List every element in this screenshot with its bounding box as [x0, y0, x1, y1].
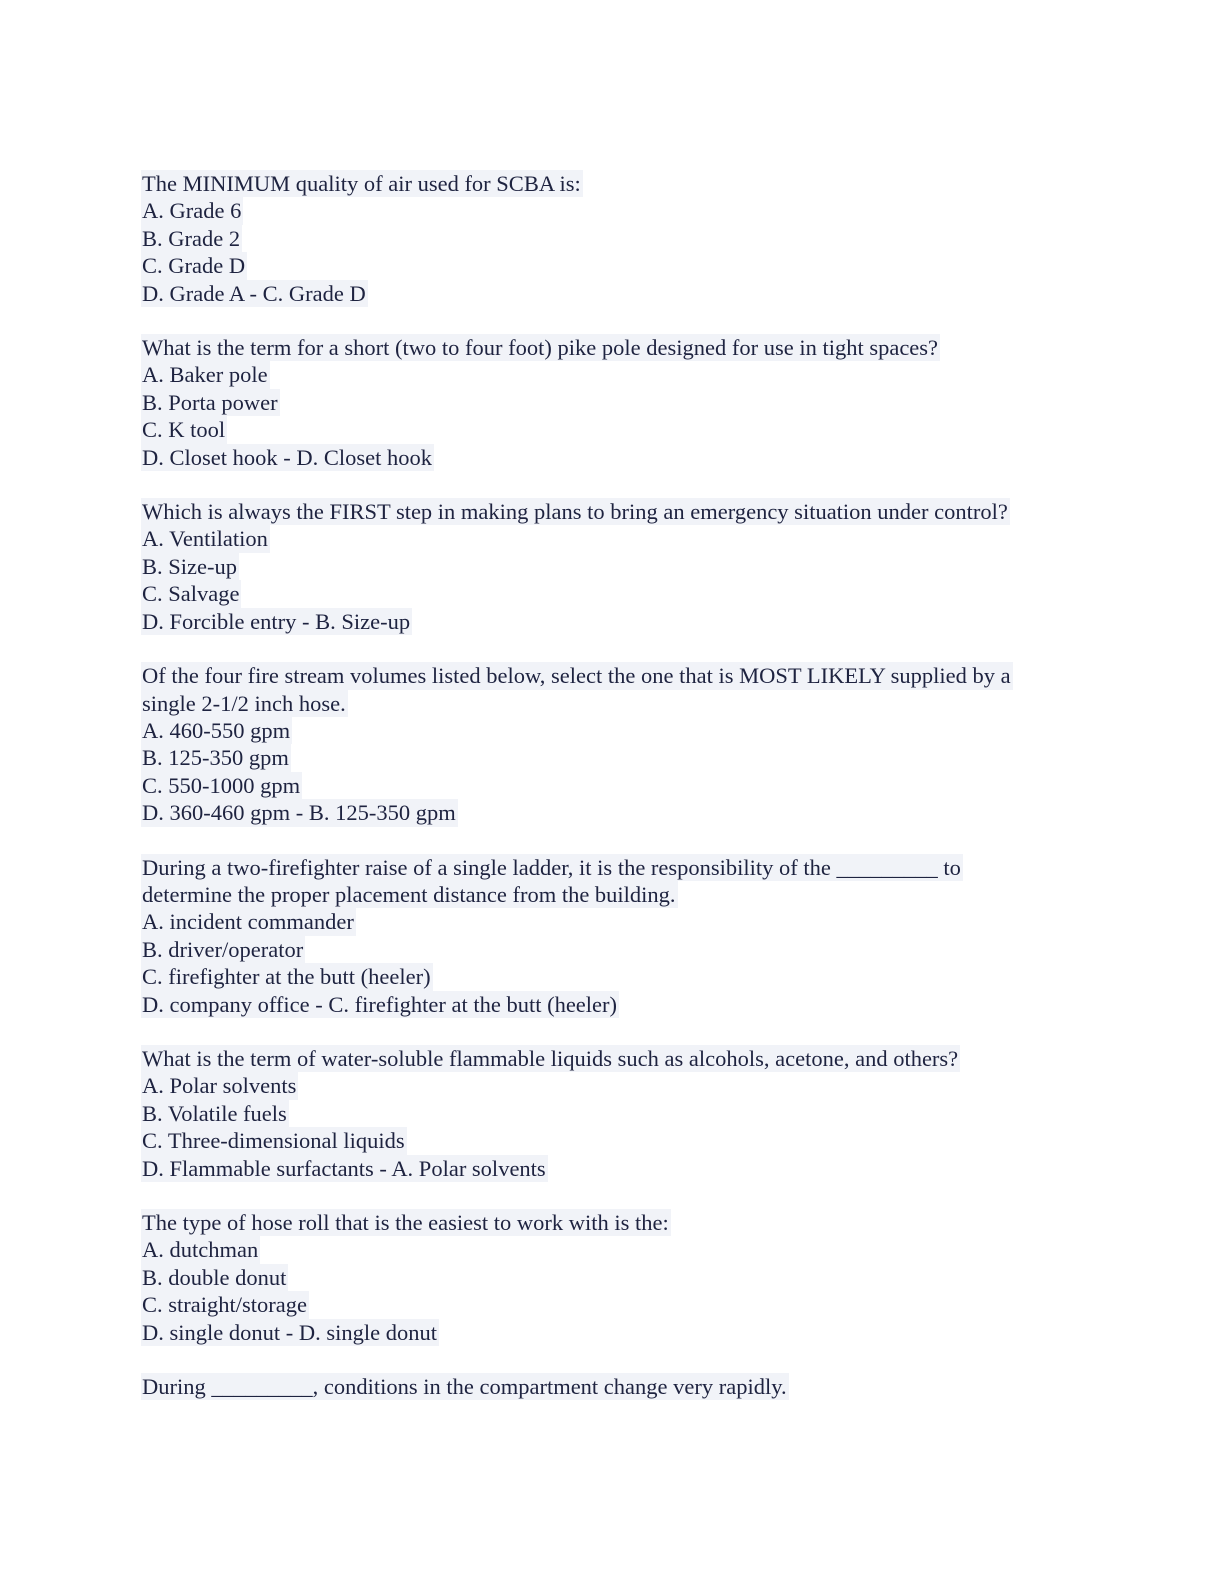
question-stem: What is the term of water-soluble flammable liquids such as alcohols, acetone, and others?	[142, 1045, 959, 1071]
answer-option-b: B. Size-up	[142, 553, 237, 579]
answer-option-a: A. Baker pole	[142, 362, 268, 388]
answer-option-b: B. double donut	[142, 1264, 287, 1290]
answer-option-d-with-answer: D. Closet hook - D. Closet hook	[142, 444, 432, 470]
answer-option-d-with-answer: D. company office - C. firefighter at the butt (heeler)	[142, 991, 618, 1017]
question-1	[142, 170, 1102, 307]
question-7	[142, 1209, 1102, 1346]
answer-option-c: C. K tool	[142, 417, 226, 443]
answer-option-a: A. Polar solvents	[142, 1073, 297, 1099]
answer-option-c: C. Grade D	[142, 253, 246, 279]
answer-option-d-with-answer: D. Flammable surfactants - A. Polar solvents	[142, 1155, 546, 1181]
answer-option-a: A. Ventilation	[142, 526, 268, 552]
answer-option-b: B. driver/operator	[142, 936, 304, 962]
answer-option-d-with-answer: D. Forcible entry - B. Size-up	[142, 608, 411, 634]
question-stem: Which is always the FIRST step in making plans to bring an emergency situation under control?	[142, 499, 1008, 525]
answer-option-c: C. straight/storage	[142, 1292, 307, 1318]
question-stem: The MINIMUM quality of air used for SCBA is:	[142, 171, 581, 196]
answer-option-a: A. Grade 6	[142, 198, 242, 224]
question-8	[142, 1373, 1102, 1400]
answer-option-d-with-answer: D. 360-460 gpm - B. 125-350 gpm	[142, 800, 456, 826]
question-stem-line-2: determine the proper placement distance from the building.	[142, 881, 676, 907]
answer-option-b: B. Porta power	[142, 389, 278, 415]
answer-option-a: A. incident commander	[142, 909, 354, 935]
answer-option-b: B. 125-350 gpm	[142, 745, 289, 771]
answer-option-a: A. dutchman	[142, 1237, 259, 1263]
answer-option-c: C. firefighter at the butt (heeler)	[142, 964, 431, 990]
question-stem: During _________, conditions in the compartment change very rapidly.	[142, 1374, 787, 1400]
answer-option-c: C. Three-dimensional liquids	[142, 1128, 405, 1154]
question-stem: What is the term for a short (two to four foot) pike pole designed for use in tight spaces?	[142, 335, 939, 361]
answer-option-b: B. Grade 2	[142, 225, 241, 251]
answer-option-b: B. Volatile fuels	[142, 1100, 287, 1126]
answer-option-c: C. 550-1000 gpm	[142, 772, 301, 798]
answer-option-d-with-answer: D. Grade A - C. Grade D	[142, 280, 366, 306]
answer-option-d-with-answer: D. single donut - D. single donut	[142, 1319, 437, 1345]
question-4	[142, 662, 1102, 826]
question-stem-line-2: single 2-1/2 inch hose.	[142, 690, 346, 716]
question-3	[142, 498, 1102, 635]
question-2	[142, 334, 1102, 471]
question-6	[142, 1045, 1102, 1182]
answer-option-c: C. Salvage	[142, 581, 240, 607]
answer-option-a: A. 460-550 gpm	[142, 717, 291, 743]
question-stem-line-1: Of the four fire stream volumes listed below, select the one that is MOST LIKELY supplied by a	[142, 663, 1011, 689]
question-stem: The type of hose roll that is the easiest to work with is the:	[142, 1210, 669, 1235]
question-5	[142, 854, 1102, 1018]
question-stem-line-1: During a two-firefighter raise of a single ladder, it is the responsibility of the _________ to	[142, 854, 961, 880]
document-page	[142, 170, 1102, 1427]
